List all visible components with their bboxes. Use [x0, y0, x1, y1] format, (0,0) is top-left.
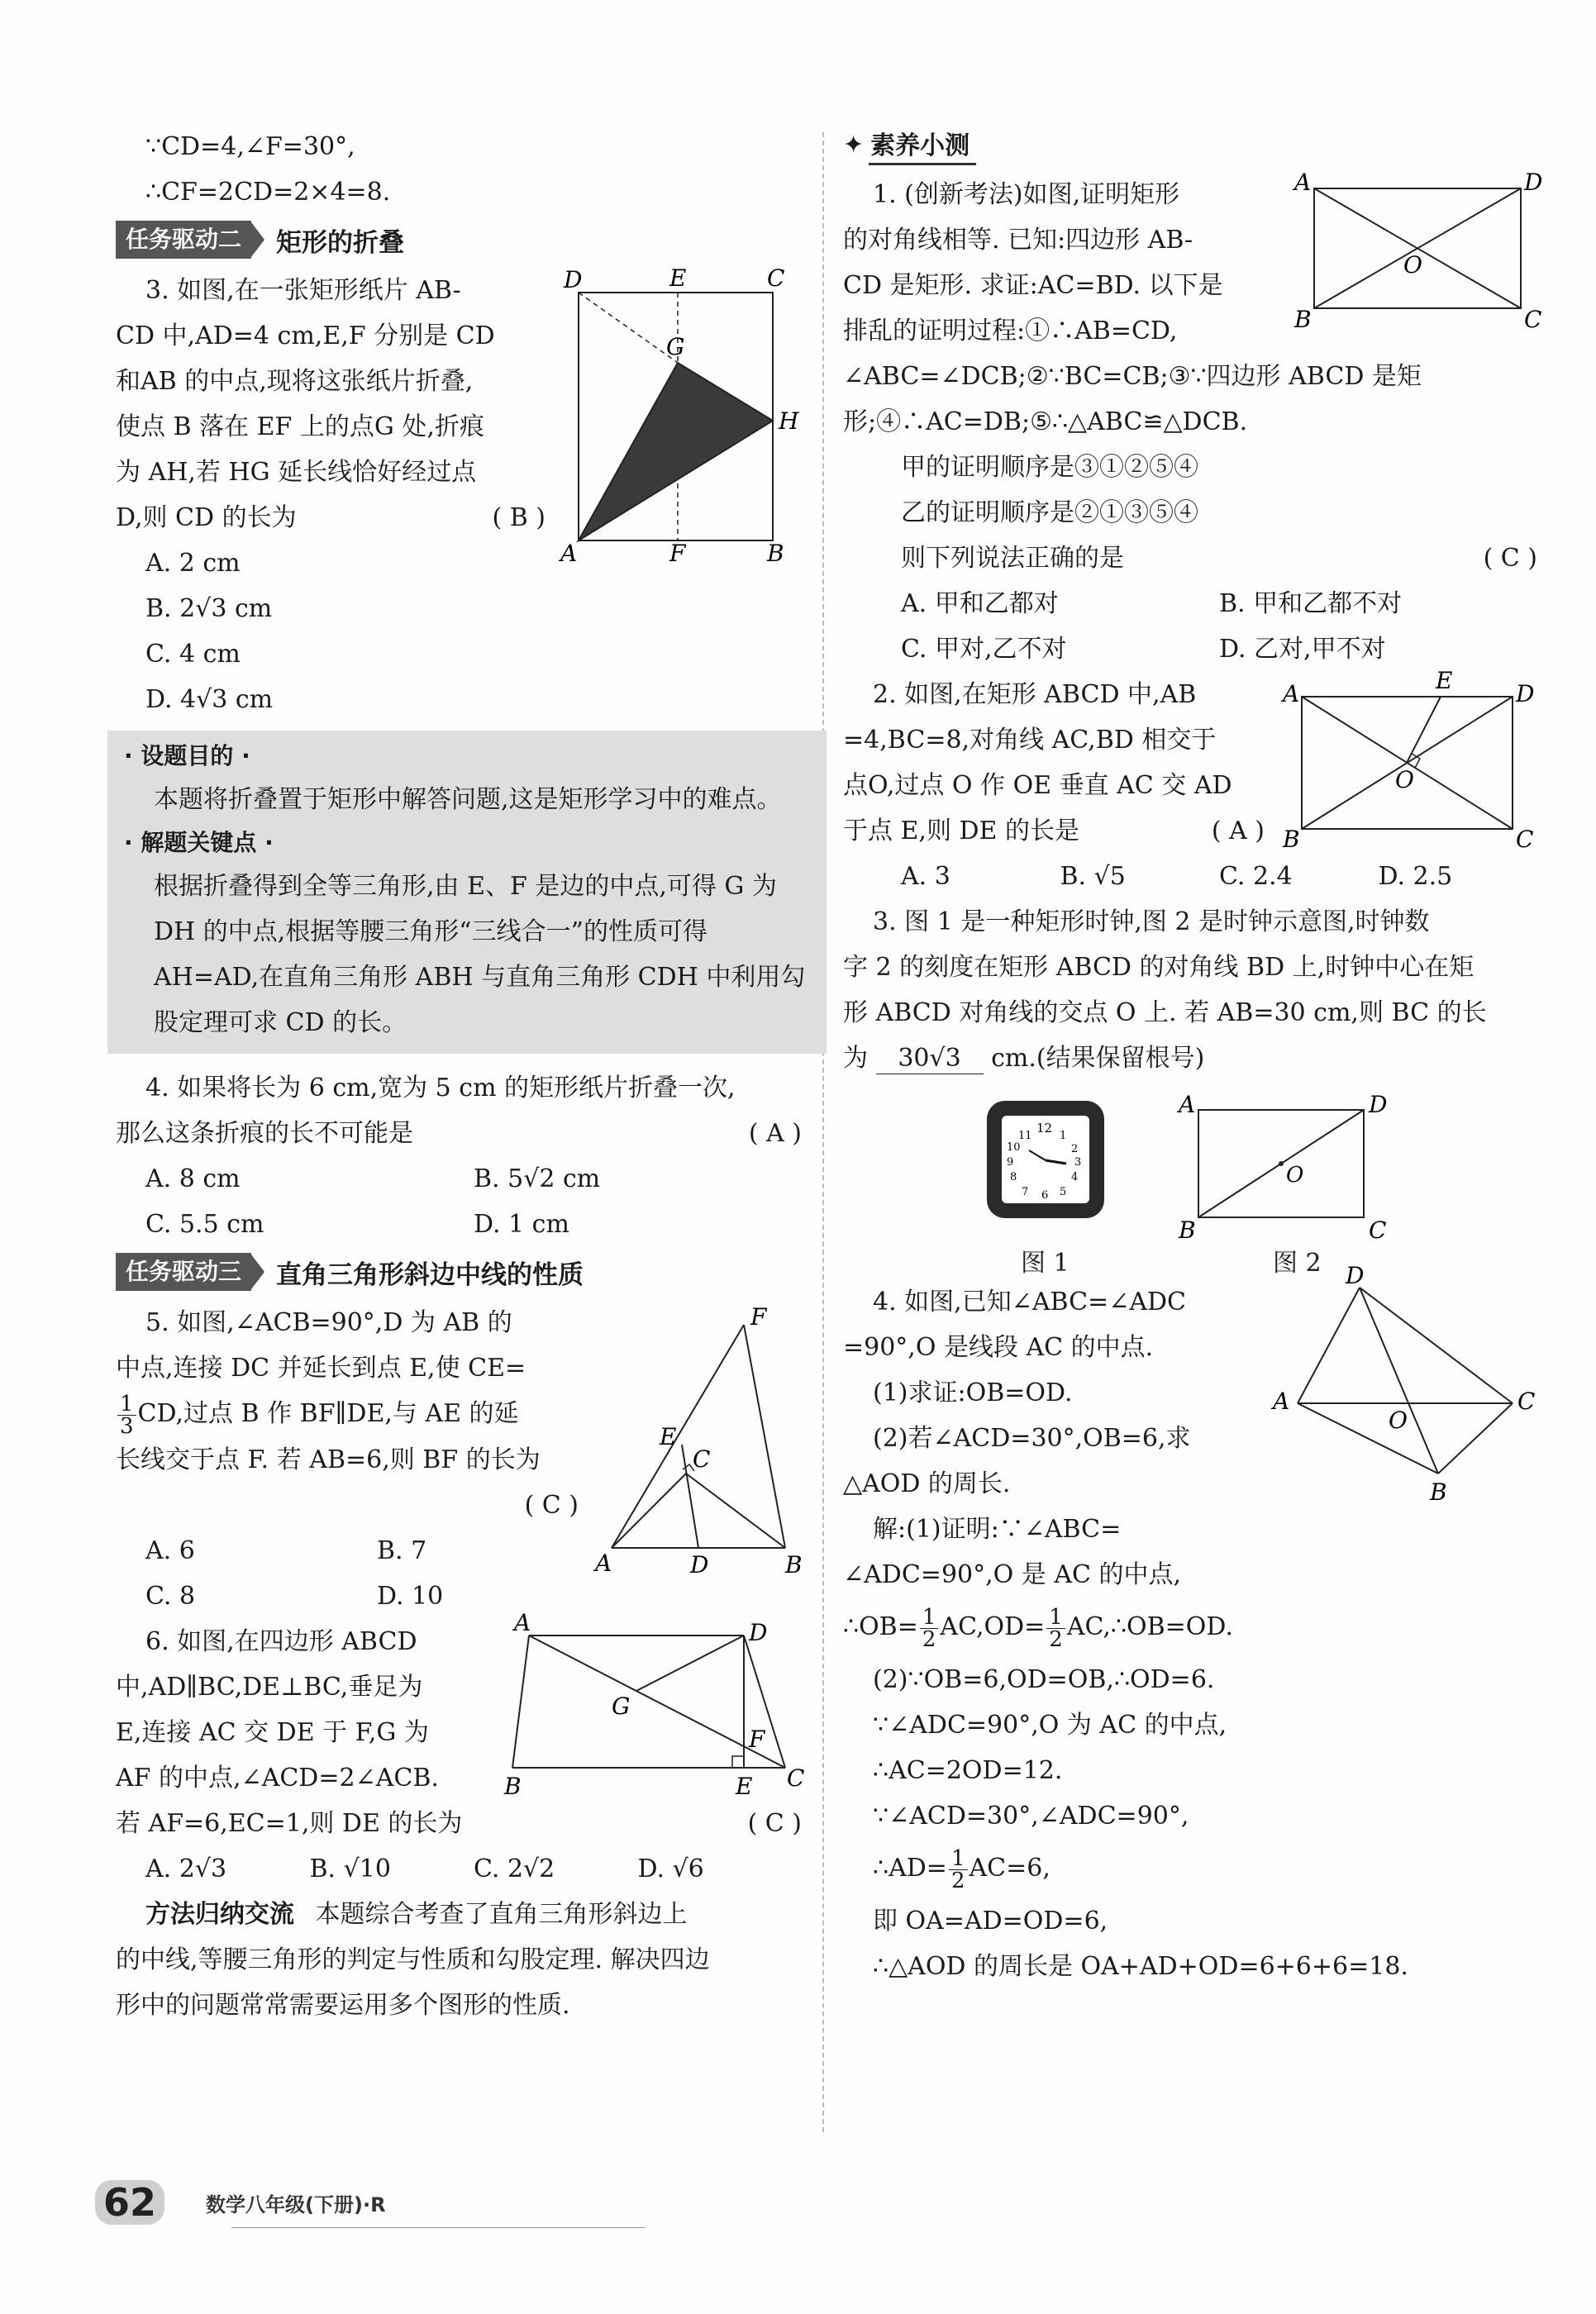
r-q2-options [843, 854, 1537, 899]
key-heading: · 解题关键点 · [124, 829, 274, 856]
q5-answer-line [116, 1483, 579, 1528]
solution-line: ∠ADC=90°,O 是 AC 的中点, [843, 1560, 1182, 1589]
task-label: 任务驱动三 [116, 1253, 251, 1291]
r-question-1 [843, 169, 1543, 672]
q5-answer: ( C ) [524, 1490, 579, 1520]
r-q3-tail: cm.(结果保留根号) [991, 1044, 1205, 1073]
task-title: 直角三角形斜边中线的性质 [276, 1259, 584, 1290]
frac-den: 2 [922, 1626, 936, 1652]
q3-fig-label: E [669, 264, 687, 292]
r-q4-line: (2)若∠ACD=30°,OB=6,求 [873, 1424, 1191, 1453]
r-q3-line: 3. 图 1 是一种矩形时钟,图 2 是时钟示意图,时钟数 [873, 907, 1430, 936]
solution-line: 解:(1)证明:∵∠ABC= [873, 1515, 1122, 1544]
q4-line: 4. 如果将长为 6 cm,宽为 5 cm 的矩形纸片折叠一次, [145, 1074, 736, 1102]
r-q3-answer-line [843, 1036, 1537, 1081]
q5-fraction [117, 1393, 136, 1437]
r-q1-option: B. 甲和乙都不对 [1219, 589, 1403, 618]
r-q1-fig-label: A [1294, 169, 1312, 196]
q5-line: 长线交于点 F. 若 AB=6,则 BF 的长为 [116, 1445, 541, 1474]
r-q2-line: 于点 E,则 DE 的长是 [843, 817, 1079, 845]
r-q2-option: C. 2.4 [1219, 862, 1293, 891]
q3-line: CD 中,AD=4 cm,E,F 分别是 CD [116, 321, 495, 350]
r-q1-line: CD 是矩形. 求证:AC=BD. 以下是 [843, 271, 1223, 300]
r-q2-fig-label: B [1283, 826, 1300, 853]
q3-line: 3. 如图,在一张矩形纸片 AB- [145, 276, 461, 305]
frac-num: 1 [949, 1848, 968, 1870]
r-q1-line: 1. (创新考法)如图,证明矩形 [873, 180, 1180, 209]
q3-line: D,则 CD 的长为 [116, 503, 297, 532]
r-q3-rect-figure [1174, 1089, 1389, 1246]
task-header-2 [116, 220, 802, 259]
r-q4-fig-label: D [1346, 1262, 1365, 1289]
q5-option: D. 10 [377, 1581, 444, 1611]
q6-option: B. √10 [309, 1854, 391, 1883]
q5-option: A. 6 [145, 1536, 195, 1565]
solution-text: ∴OB= [843, 1612, 918, 1641]
r-q1-line: 甲的证明顺序是③①②⑤④ [901, 453, 1198, 482]
half-fraction [949, 1845, 968, 1893]
key-text: 根据折叠得到全等三角形,由 E、F 是边的中点,可得 G 为 DH 的中点,根据等腰三角形“三线合一”的性质可得 AH=AD,在直角三角形 ABH 与直角三角形 CDH 中利用勾股定理可求 CD 的长。 [154, 872, 806, 1037]
q6-fig-label: C [787, 1764, 805, 1792]
r-q2-fig-label: D [1516, 680, 1535, 707]
r-q4-fig-label: A [1273, 1388, 1290, 1415]
r-q1-line: 排乱的证明过程:①∴AB=CD, [843, 317, 1178, 345]
q6-option: D. √6 [637, 1854, 704, 1883]
q4-option: A. 8 cm [145, 1164, 241, 1193]
left-column [116, 124, 806, 2028]
q4-option: C. 5.5 cm [145, 1210, 264, 1239]
r-q2-fig-label: A [1283, 680, 1300, 707]
clock-number: 3 [1074, 1156, 1082, 1169]
r-q2-option: A. 3 [901, 862, 950, 891]
q6-line: 若 AF=6,EC=1,则 DE 的长为 [116, 1808, 463, 1838]
solution-line: ∴△AOD 的周长是 OA+AD+OD=6+6+6=18. [873, 1952, 1408, 1981]
q3-option: D. 4√3 cm [145, 685, 274, 714]
r-q4-line: =90°,O 是线段 AC 的中点. [843, 1333, 1154, 1362]
q5-fig-label: D [690, 1551, 709, 1578]
frac-den: 3 [120, 1413, 134, 1439]
task-header-3 [116, 1252, 802, 1292]
method-summary [116, 1892, 802, 2028]
solution-text: AC,∴OB=OD. [1066, 1612, 1233, 1641]
task-arrow-icon [251, 222, 264, 257]
q3-option: B. 2√3 cm [145, 594, 273, 623]
half-fraction [920, 1604, 939, 1652]
clock-number: 7 [1022, 1186, 1029, 1198]
q6-line: 6. 如图,在四边形 ABCD [145, 1626, 417, 1656]
q4-option: B. 5√2 cm [474, 1164, 601, 1193]
r-q3-fig-label: D [1369, 1091, 1388, 1118]
r-q1-option: C. 甲对,乙不对 [901, 635, 1067, 664]
q5-option: C. 8 [145, 1581, 196, 1611]
clock-number: 4 [1071, 1171, 1079, 1183]
page-footer [95, 2178, 386, 2227]
r-q2-line: =4,BC=8,对角线 AC,BD 相交于 [843, 726, 1217, 755]
q6-last-line [116, 1801, 802, 1846]
r-q2-option: B. √5 [1060, 862, 1126, 891]
fig2-caption: 图 2 [1273, 1249, 1322, 1278]
clock-number: 6 [1041, 1189, 1049, 1202]
q3-option: A. 2 cm [145, 549, 241, 578]
r-q3-fig-label: B [1179, 1217, 1196, 1244]
question-5 [116, 1300, 802, 1619]
q6-line: E,连接 AC 交 DE 于 F,G 为 [116, 1717, 429, 1747]
right-column [843, 124, 1543, 1989]
q5-option: B. 7 [377, 1536, 427, 1565]
q4-options [116, 1156, 802, 1247]
q3-figure [554, 264, 802, 567]
q3-line: 和AB 的中点,现将这张纸片折叠, [116, 367, 474, 396]
frac-num: 1 [920, 1607, 939, 1629]
method-text: 形中的问题常常需要运用多个图形的性质. [116, 1990, 570, 2020]
q3-option: C. 4 cm [145, 640, 241, 669]
q3-line: 使点 B 落在 EF 上的点G 处,折痕 [116, 412, 484, 441]
q4-option: D. 1 cm [474, 1210, 569, 1239]
r-question-2 [843, 667, 1537, 899]
q5-fig-label: F [750, 1303, 767, 1331]
frac-num: 1 [1046, 1607, 1065, 1629]
q6-fig-label: D [749, 1618, 768, 1646]
r-q3-line: 字 2 的刻度在矩形 ABCD 的对角线 BD 上,时钟中心在矩 [843, 953, 1475, 982]
r-q1-line: 乙的证明顺序是②①③⑤④ [901, 498, 1198, 527]
clock-number: 5 [1060, 1186, 1067, 1198]
r-q1-answer: ( C ) [1483, 544, 1537, 573]
solution-line: ∵∠ACD=30°,∠ADC=90°, [873, 1802, 1189, 1831]
r-q3-line: 形 ABCD 对角线的交点 O 上. 若 AB=30 cm,则 BC 的长 [843, 998, 1487, 1027]
method-text: 本题综合考查了直角三角形斜边上 [315, 1899, 688, 1929]
task-arrow-icon [251, 1255, 264, 1289]
r-q1-option: A. 甲和乙都对 [901, 589, 1059, 618]
r-q2-fig-label: C [1516, 826, 1534, 853]
solution-line-3 [843, 1597, 1537, 1657]
r-q4-line: 4. 如图,已知∠ABC=∠ADC [873, 1288, 1186, 1317]
q3-last-line [116, 495, 545, 540]
r-q1-options [843, 581, 1537, 672]
clock-number: 2 [1071, 1143, 1079, 1155]
q5-fig-label: B [785, 1551, 803, 1578]
r-q1-fig-label: B [1294, 306, 1312, 333]
q6-line: AF 的中点,∠ACD=2∠ACB. [116, 1763, 439, 1793]
q3-line: 为 AH,若 HG 延长线恰好经过点 [116, 458, 477, 487]
frac-den: 2 [1049, 1626, 1063, 1652]
clock-number: 10 [1007, 1141, 1021, 1154]
q6-fig-label: B [504, 1772, 522, 1800]
solution-text: ∴AD= [873, 1854, 947, 1883]
q6-fig-label: A [514, 1608, 531, 1636]
q5-line: 5. 如图,∠ACB=90°,D 为 AB 的 [145, 1308, 512, 1337]
r-q1-figure [1289, 164, 1543, 333]
r-q4-line: △AOD 的周长. [843, 1469, 1011, 1498]
method-heading: 方法归纳交流 [145, 1899, 294, 1929]
q4-last-line [116, 1111, 802, 1156]
purpose-heading: · 设题目的 · [124, 742, 250, 769]
q6-line: 中,AD∥BC,DE⊥BC,垂足为 [116, 1672, 423, 1702]
intro-line-1: ∵CD=4,∠F=30°, [145, 132, 355, 161]
r-q3-figures [843, 1089, 1537, 1279]
q3-fig-label: B [767, 540, 784, 567]
method-text: 的中线,等腰三角形的判定与性质和勾股定理. 解决四边 [116, 1945, 710, 1974]
q6-fig-label: G [612, 1692, 631, 1720]
r-q4-fig-label: C [1517, 1388, 1536, 1415]
r-q2-figure [1281, 664, 1537, 854]
star-icon: ✦ [843, 130, 865, 160]
q4-answer: ( A ) [748, 1119, 802, 1148]
r-q2-fig-label: O [1395, 766, 1414, 793]
solution-text: AC=6, [969, 1854, 1051, 1883]
r-q2-option: D. 2.5 [1378, 862, 1453, 891]
r-q1-line: 则下列说法正确的是 [901, 544, 1124, 573]
fig1-caption: 图 1 [1021, 1249, 1070, 1278]
solution-text: AC,OD= [940, 1612, 1046, 1641]
q3-fig-label: H [779, 407, 799, 435]
r-q1-fig-label: C [1524, 306, 1542, 333]
q5-fig-label: E [660, 1423, 677, 1450]
clock-number: 12 [1036, 1121, 1053, 1136]
r-q2-answer: ( A ) [1211, 817, 1265, 845]
clock-number: 9 [1007, 1156, 1014, 1169]
half-fraction [1046, 1604, 1065, 1652]
page-number: 62 [95, 2180, 164, 2225]
method-line [116, 1892, 802, 1937]
q5-fig-label: A [595, 1550, 612, 1577]
intro-line-2: ∴CF=2CD=2×4=8. [145, 178, 391, 207]
r-q1-fig-label: D [1524, 169, 1543, 196]
clock-figure [984, 1097, 1108, 1230]
solution-line: 即 OA=AD=OD=6, [873, 1907, 1108, 1935]
q6-option: A. 2√3 [145, 1854, 227, 1883]
q3-fig-label: D [564, 266, 583, 293]
task-label: 任务驱动二 [116, 221, 251, 259]
q4-line: 那么这条折痕的长不可能是 [116, 1119, 413, 1148]
clock-number: 1 [1060, 1130, 1067, 1142]
r-q3-fig-label: O [1286, 1163, 1304, 1188]
q5-line: CD,过点 B 作 BF∥DE,与 AE 的延 [137, 1399, 519, 1428]
r-q3-fig-label: C [1369, 1217, 1387, 1244]
q6-figure [504, 1608, 805, 1801]
q3-fig-label: C [767, 264, 785, 292]
r-q1-last-line [843, 536, 1537, 581]
task-title: 矩形的折叠 [276, 227, 405, 258]
footer-rule [231, 2227, 645, 2228]
q5-figure [595, 1300, 802, 1589]
r-q1-option: D. 乙对,甲不对 [1219, 635, 1386, 664]
question-6 [116, 1608, 805, 1892]
r-q1-line: 形;④∴AC=DB;⑤∴△ABC≌△DCB. [843, 407, 1248, 436]
section-title: 素养小测 [869, 125, 976, 165]
r-q2-fig-label: E [1436, 667, 1453, 694]
frac-num: 1 [117, 1393, 136, 1416]
analysis-box [107, 731, 827, 1054]
column-divider [822, 132, 824, 2132]
question-4 [116, 1065, 802, 1247]
clock-number: 11 [1018, 1130, 1032, 1142]
r-q1-fig-label: O [1403, 251, 1422, 279]
r-q4-fig-label: B [1430, 1478, 1447, 1506]
q3-fig-label: A [560, 540, 578, 567]
solution-line: ∴AC=2OD=12. [873, 1756, 1063, 1785]
r-q3-fig-label: A [1179, 1091, 1196, 1118]
solution-line-8 [843, 1839, 1537, 1898]
r-q2-line: 2. 如图,在矩形 ABCD 中,AB [873, 680, 1197, 709]
r-q2-line: 点O,过点 O 作 OE 垂直 AC 交 AD [843, 771, 1232, 800]
q3-fig-label: F [669, 540, 686, 567]
q3-answer: ( B ) [492, 503, 545, 532]
r-q1-line: 的对角线相等. 已知:四边形 AB- [843, 226, 1193, 255]
r-q3-line: 为 [843, 1044, 868, 1073]
book-title: 数学八年级(下册)·R [206, 2193, 386, 2216]
r-q4-line: (1)求证:OB=OD. [873, 1378, 1073, 1407]
q6-option: C. 2√2 [474, 1854, 555, 1883]
clock-number: 8 [1010, 1171, 1017, 1183]
q6-answer: ( C ) [747, 1808, 802, 1838]
solution-line: (2)∵OB=6,OD=OB,∴OD=6. [873, 1665, 1215, 1694]
frac-den: 2 [950, 1868, 965, 1893]
q6-fig-label: F [749, 1725, 765, 1753]
q5-options [116, 1528, 608, 1619]
r-q1-line: ∠ABC=∠DCB;②∵BC=CB;③∵四边形 ABCD 是矩 [843, 362, 1422, 391]
q3-fig-label: G [666, 333, 685, 360]
section-header [843, 124, 1537, 165]
r-q3-blank: 30√3 [876, 1044, 984, 1074]
q6-fig-label: E [736, 1772, 753, 1800]
q5-line: 中点,连接 DC 并延长到点 E,使 CE= [116, 1354, 526, 1383]
r-question-3 [843, 899, 1537, 1279]
question-3 [116, 264, 802, 722]
q6-options [116, 1846, 802, 1892]
purpose-text: 本题将折叠置于矩形中解答问题,这是矩形学习中的难点。 [154, 785, 782, 814]
solution-line: ∵∠ADC=90°,O 为 AC 的中点, [873, 1711, 1227, 1740]
r-q2-last-line [843, 808, 1265, 854]
r-q4-fig-label: O [1389, 1407, 1408, 1434]
solution [843, 1507, 1537, 1989]
q5-fig-label: C [693, 1445, 711, 1473]
